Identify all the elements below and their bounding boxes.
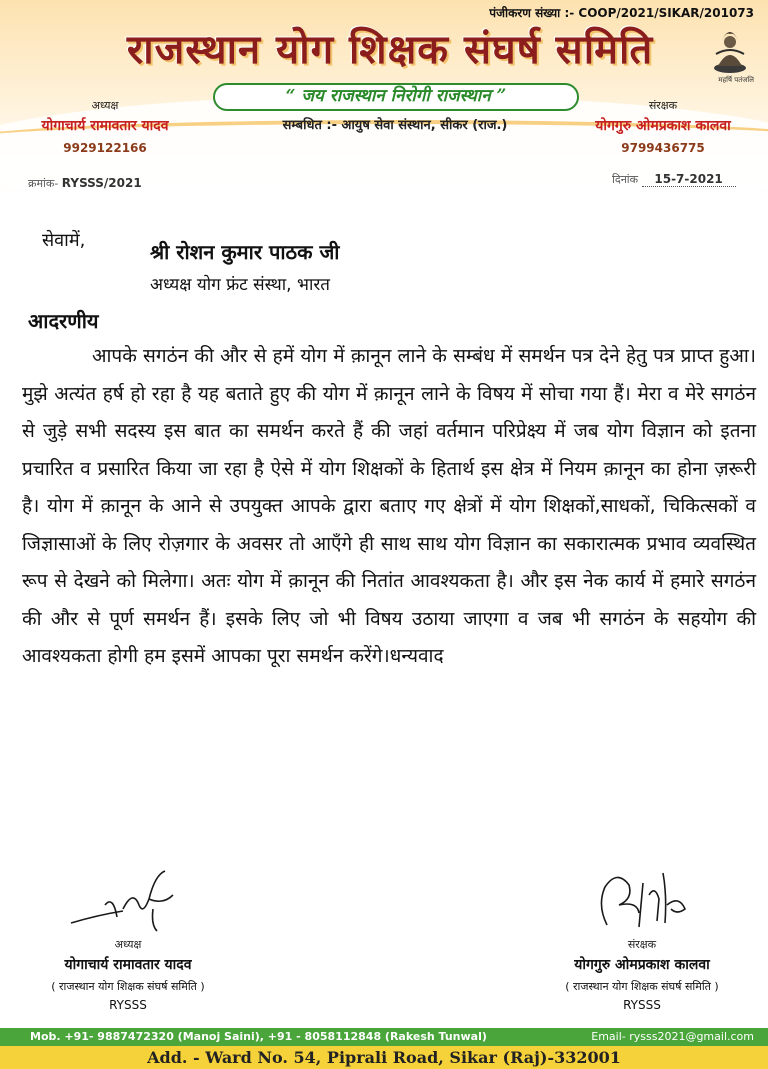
patron-name: योगगुरु ओमप्रकाश कालवा <box>595 118 731 134</box>
registration-number: पंजीकरण संख्या :- COOP/2021/SIKAR/201073 <box>489 6 754 20</box>
president-phone: 9929122166 <box>63 141 147 155</box>
mobile-numbers: Mob. +91- 9887472320 (Manoj Saini), +91 - 8058112848 (Rakesh Tunwal) <box>30 1030 487 1043</box>
signature-abbr-patron: RYSSS <box>623 998 661 1012</box>
president-role: अध्यक्ष <box>91 99 119 112</box>
reference-value: RYSSS/2021 <box>61 176 142 190</box>
salutation: सेवामें, <box>42 230 86 251</box>
reference-label: क्रमांक- <box>28 177 59 190</box>
slogan-banner: “ जय राजस्थान निरोगी राजस्थान ” <box>213 83 579 111</box>
contact-bar <box>0 1028 768 1046</box>
letterhead <box>0 0 768 195</box>
affiliation-line: सम्बधित :- आयुष सेवा संस्थान, सीकर (राज.) <box>282 118 508 133</box>
president-name: योगाचार्य रामावतार यादव <box>41 118 169 134</box>
signature-name-patron: योगगुरु ओमप्रकाश कालवा <box>574 957 710 973</box>
signature-president <box>53 865 203 937</box>
address-bar: Add. - Ward No. 54, Piprali Road, Sikar (Raj)-332001 <box>0 1046 768 1069</box>
date-label: दिनांक <box>612 173 639 186</box>
patron-phone: 9799436775 <box>621 141 705 155</box>
signature-name-president: योगाचार्य रामावतार यादव <box>64 957 192 973</box>
signature-role-president: अध्यक्ष <box>114 938 142 951</box>
recipient-title: अध्यक्ष योग फ्रंट संस्था, भारत <box>150 275 330 295</box>
date-line <box>612 172 736 187</box>
date-value: 15-7-2021 <box>642 172 736 187</box>
patron-block <box>568 98 758 155</box>
letter-paragraph-text: आपके सगठंन की और से हमें योग में क़ानून लाने के सम्बंध में समर्थन पत्र देने हेतु पत्र प्राप्त हुआ। मुझे अत्यंत हर्ष हो रहा है यह बताते हुए की योग में क़ानून लाने के विषय में सोचा गया हैं। मेरा व मेरे सगठंन से जुड़े सभी सदस्य इस बात का समर्थन करते हैं की जहां वर्तमान परिप्रेक्ष्य में जब योग विज्ञान को इतना प्रचारित व प्रसारित किया जा रहा है ऐसे में योग शिक्षकों के हितार्थ इस क्षेत्र में नियम क़ानून का होना ज़रूरी है। योग में क़ानून के आने से उपयुक्त आपके द्वारा बताए गए क्षेत्रों में योग शिक्षकों,साधकों, चिकित्सकों व जिज्ञासाओं के लिए रोज़गार के अवसर तो आएँगे ही साथ साथ योग विज्ञान का सकारात्मक प्रभाव व्यवस्थित रूप से देखने को मिलेगा। अतः योग में क़ानून की नितांत आवश्यकता है। और इस नेक कार्य में हमारे सगठंन की और से पूर्ण समर्थन हैं। इसके लिए जो भी विषय उठाया जाएगा व जब भी सगठंन के सहयोग की आवश्यकता होगी हम इसमें आपका पूरा समर्थन करेंगे।धन्यवाद <box>22 345 756 667</box>
deity-icon <box>710 24 750 74</box>
signature-org-president: ( राजस्थान योग शिक्षक संघर्ष समिति ) <box>51 980 205 993</box>
recipient-name: श्री रोशन कुमार पाठक जी <box>150 240 340 264</box>
signature-org-patron: ( राजस्थान योग शिक्षक संघर्ष समिति ) <box>565 980 719 993</box>
signature-patron <box>567 865 717 937</box>
patron-role: संरक्षक <box>648 99 678 112</box>
signature-role-patron: संरक्षक <box>627 938 657 951</box>
email-address[interactable]: Email- rysss2021@gmail.com <box>591 1030 754 1043</box>
president-block <box>15 98 195 155</box>
deity-caption: महर्षि पतंजलि <box>718 76 754 84</box>
signature-abbr-president: RYSSS <box>109 998 147 1012</box>
letter-paragraph <box>22 338 756 676</box>
signature-block-patron <box>522 865 762 1012</box>
organization-title: राजस्थान योग शिक्षक संघर्ष समिति <box>126 26 654 73</box>
greeting: आदरणीय <box>28 309 99 333</box>
reference-number <box>28 176 142 191</box>
signature-block-president <box>8 865 248 1012</box>
